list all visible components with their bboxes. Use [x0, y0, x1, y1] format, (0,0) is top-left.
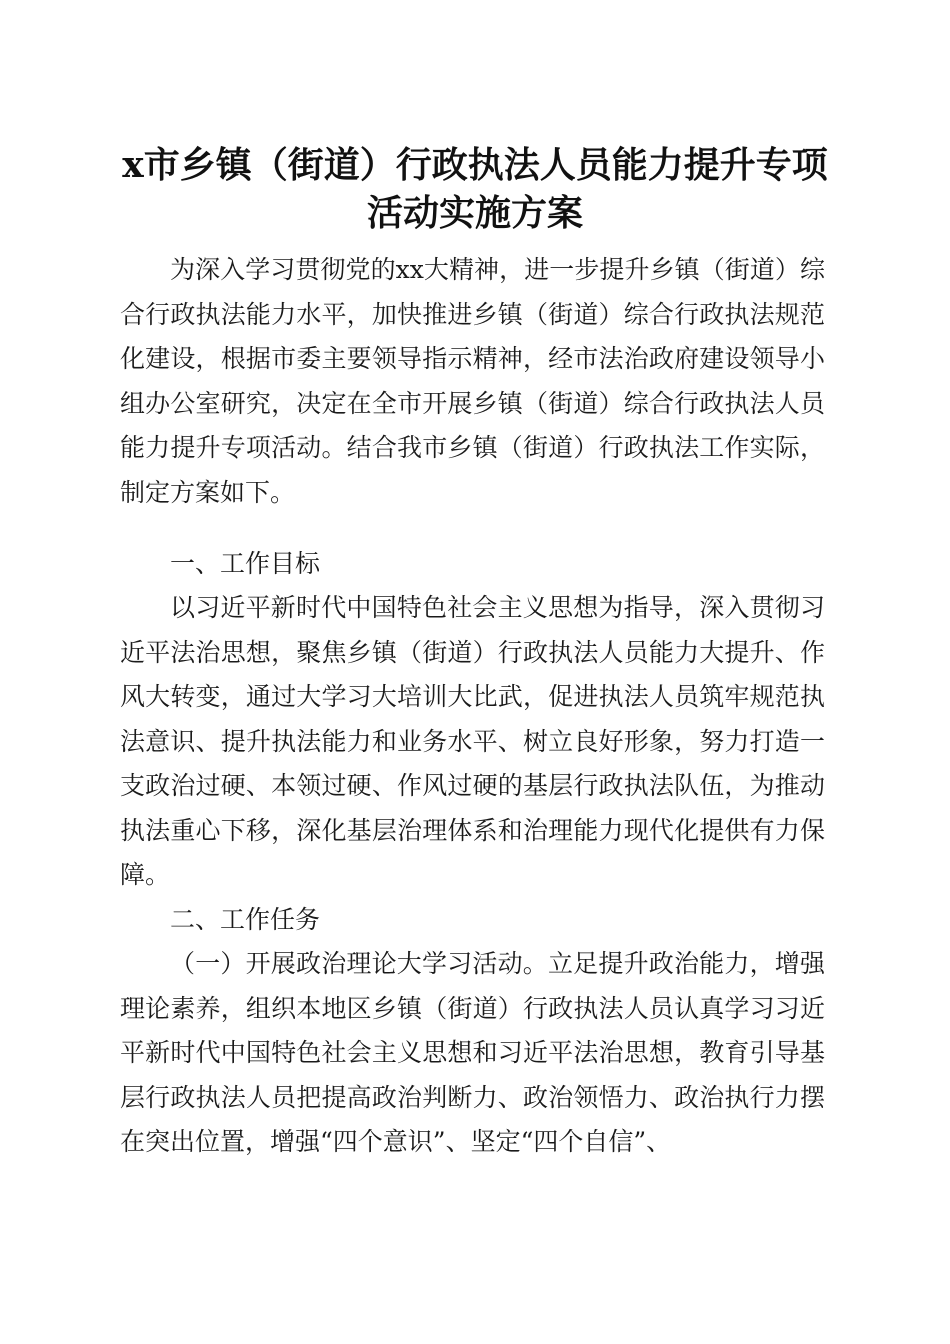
section-1-paragraph [120, 586, 825, 898]
document-title-line-1: x市乡镇（街道）行政执法人员能力提升专项 [122, 144, 828, 186]
section-1-heading-block [120, 542, 825, 587]
section-2-heading: 二、工作任务 [170, 905, 321, 934]
task-1-text: 立足提升政治能力，增强理论素养，组织本地区乡镇（街道）行政执法人员认真学习习近平新时代中国特色社会主义思想和习近平法治思想，教育引导基层行政执法人员把提高政治判断力、政治领悟力、政治执行力摆在突出位置，增强“四个意识”、坚定“四个自信”、 [120, 949, 825, 1156]
task-1-lead: （一）开展政治理论大学习活动。 [170, 949, 548, 978]
intro-paragraph [120, 248, 825, 515]
section-2-heading-block [120, 898, 825, 943]
section-1-text: 以习近平新时代中国特色社会主义思想为指导，深入贯彻习近平法治思想，聚焦乡镇（街道）行政执法人员能力大提升、作风大转变，通过大学习大培训大比武，促进执法人员筑牢规范执法意识、提升执法能力和业务水平、树立良好形象，努力打造一支政治过硬、本领过硬、作风过硬的基层行政执法队伍，为推动执法重心下移，深化基层治理体系和治理能力现代化提供有力保障。 [120, 593, 825, 889]
task-1-body [120, 942, 825, 1165]
document-title-line-2: 活动实施方案 [366, 192, 583, 234]
section-1-heading: 一、工作目标 [170, 549, 321, 578]
intro-text: 为深入学习贯彻党的xx大精神，进一步提升乡镇（街道）综合行政执法能力水平，加快推进乡镇（街道）综合行政执法规范化建设，根据市委主要领导指示精神，经市法治政府建设领导小组办公室研究，决定在全市开展乡镇（街道）综合行政执法人员能力提升专项活动。结合我市乡镇（街道）行政执法工作实际，制定方案如下。 [120, 255, 825, 507]
task-1-paragraph [120, 942, 825, 1165]
